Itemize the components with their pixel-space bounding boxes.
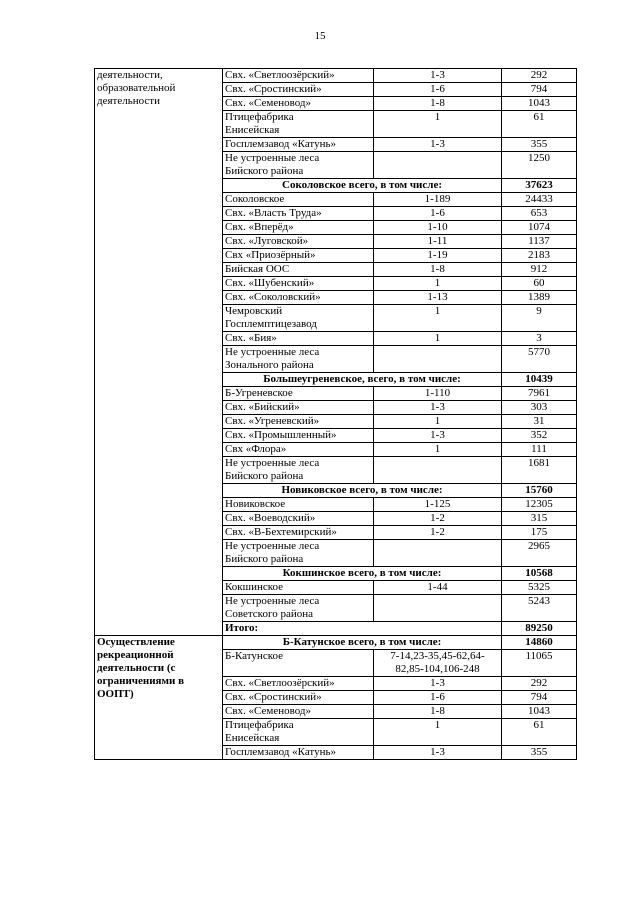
forestry-name: Свх. «В-Бехтемирский» — [225, 526, 337, 538]
forestry-name-cell — [223, 457, 374, 484]
subtotal-value: 14860 — [502, 636, 577, 650]
quarters-value: 1-125 — [424, 498, 451, 510]
quarters-value: 1 — [434, 277, 441, 289]
area-cell: 61 — [502, 111, 577, 138]
forestry-name: Новиковское — [225, 498, 286, 510]
forestry-name: Не устроенные леса — [225, 346, 320, 358]
subtotal-value: 10439 — [502, 373, 577, 387]
area-cell: 1074 — [502, 221, 577, 235]
area-cell: 9 — [502, 305, 577, 332]
quarters-cell — [374, 235, 502, 249]
area-cell: 5770 — [502, 346, 577, 373]
forestry-name-cell — [223, 540, 374, 567]
quarters-value: 1-2 — [430, 512, 445, 524]
area-cell: 5243 — [502, 595, 577, 622]
forestry-name: Госплемзавод «Катунь» — [225, 138, 336, 150]
forestry-name-cell — [223, 677, 374, 691]
quarters-value: 1-3 — [430, 401, 445, 413]
forestry-name: Свх «Флора» — [225, 443, 287, 455]
quarters-cell — [374, 677, 502, 691]
quarters-cell — [374, 401, 502, 415]
forestry-name: Свх. «Сростинский» — [225, 691, 322, 703]
quarters-value: 1-19 — [427, 249, 448, 261]
forestry-name-cell — [223, 332, 374, 346]
quarters-cell — [374, 512, 502, 526]
area-cell: 794 — [502, 83, 577, 97]
subtotal-value: 37623 — [502, 179, 577, 193]
quarters-value: 1-11 — [427, 235, 448, 247]
area-cell: 1043 — [502, 705, 577, 719]
forestry-name-cell — [223, 705, 374, 719]
forestry-name-cell — [223, 512, 374, 526]
subtotal-label: Новиковское всего, в том числе: — [223, 484, 502, 498]
forestry-name-cell — [223, 111, 374, 138]
forestry-name: Б-Угреневское — [225, 387, 293, 399]
area-cell: 2965 — [502, 540, 577, 567]
forestry-name: Б-Катунское — [225, 650, 284, 662]
area-cell: 60 — [502, 277, 577, 291]
quarters-cell — [374, 540, 502, 567]
forestry-name-cell — [223, 401, 374, 415]
area-cell: 355 — [502, 138, 577, 152]
quarters-cell — [374, 277, 502, 291]
quarters-cell — [374, 97, 502, 111]
area-cell: 292 — [502, 677, 577, 691]
area-cell: 3 — [502, 332, 577, 346]
forestry-name: Кокшинское — [225, 581, 284, 593]
quarters-value: 1-6 — [430, 691, 445, 703]
quarters-cell — [374, 595, 502, 622]
forestry-name-cell — [223, 719, 374, 746]
quarters-value: 1 — [434, 719, 441, 731]
forestry-name-cell — [223, 305, 374, 332]
forest-areas-table — [94, 68, 577, 760]
purpose-cell — [95, 636, 223, 760]
quarters-cell — [374, 457, 502, 484]
quarters-cell — [374, 705, 502, 719]
forestry-name: Свх. «Сростинский» — [225, 83, 322, 95]
grand-total-value: 89250 — [502, 622, 577, 636]
forestry-name-cell — [223, 443, 374, 457]
forestry-name: Бийского района — [225, 165, 304, 177]
quarters-value: 1 — [434, 443, 441, 455]
forestry-name: Не устроенные леса — [225, 152, 320, 164]
purpose-line: Осуществление — [97, 636, 175, 648]
forestry-name: Енисейская — [225, 732, 280, 744]
table-row — [95, 69, 577, 83]
quarters-value: 1-6 — [430, 207, 445, 219]
purpose-line: ограничениями в — [97, 675, 185, 687]
area-cell: 175 — [502, 526, 577, 540]
quarters-value: 1-8 — [430, 97, 445, 109]
quarters-value: 1-13 — [427, 291, 448, 303]
forestry-name-cell — [223, 235, 374, 249]
forestry-name: Свх. «Светлоозёрский» — [225, 677, 335, 689]
forestry-name-cell — [223, 277, 374, 291]
forestry-name-cell — [223, 415, 374, 429]
forestry-name-cell — [223, 263, 374, 277]
quarters-cell — [374, 291, 502, 305]
forestry-name: Бийская ООС — [225, 263, 290, 275]
quarters-cell — [374, 83, 502, 97]
forestry-name: Советского района — [225, 608, 313, 620]
subtotal-label: Соколовское всего, в том числе: — [223, 179, 502, 193]
area-cell: 7961 — [502, 387, 577, 401]
quarters-cell — [374, 346, 502, 373]
forestry-name: Не устроенные леса — [225, 595, 320, 607]
area-cell: 11065 — [502, 650, 577, 677]
forestry-name: Госплемзавод «Катунь» — [225, 746, 336, 758]
forestry-name-cell — [223, 83, 374, 97]
forestry-name-cell — [223, 650, 374, 677]
quarters-value: 1-189 — [424, 193, 451, 205]
area-cell: 794 — [502, 691, 577, 705]
purpose-line: деятельности, — [97, 69, 163, 81]
forestry-name-cell — [223, 207, 374, 221]
purpose-line: образовательной — [97, 82, 176, 94]
quarters-cell — [374, 305, 502, 332]
quarters-cell — [374, 138, 502, 152]
quarters-cell — [374, 415, 502, 429]
quarters-value: 1-44 — [427, 581, 448, 593]
area-cell: 292 — [502, 69, 577, 83]
forestry-name-cell — [223, 346, 374, 373]
forestry-name: Госплемптицезавод — [225, 318, 317, 330]
quarters-cell — [374, 332, 502, 346]
forestry-name-cell — [223, 595, 374, 622]
area-cell: 315 — [502, 512, 577, 526]
forestry-name-cell — [223, 746, 374, 760]
forestry-name: Соколовское — [225, 193, 285, 205]
area-cell: 352 — [502, 429, 577, 443]
quarters-value: 1-8 — [430, 263, 445, 275]
area-cell: 111 — [502, 443, 577, 457]
quarters-value: 7-14,23-35,45-62,64- — [390, 650, 485, 662]
quarters-value: 1 — [434, 111, 441, 123]
forestry-name: Енисейская — [225, 124, 280, 136]
forestry-name-cell — [223, 97, 374, 111]
quarters-cell — [374, 263, 502, 277]
forestry-name: Свх. «Бия» — [225, 332, 277, 344]
area-cell: 31 — [502, 415, 577, 429]
forestry-name: Зонального района — [225, 359, 314, 371]
forestry-name: Бийского района — [225, 470, 304, 482]
subtotal-row — [95, 636, 577, 650]
area-cell: 355 — [502, 746, 577, 760]
area-cell: 61 — [502, 719, 577, 746]
forestry-name: Свх. «Соколовский» — [225, 291, 321, 303]
area-cell: 1681 — [502, 457, 577, 484]
quarters-cell — [374, 498, 502, 512]
forestry-name: Чемровский — [225, 305, 283, 317]
forestry-name: Свх. «Воеводский» — [225, 512, 316, 524]
quarters-cell — [374, 207, 502, 221]
forestry-name-cell — [223, 138, 374, 152]
forestry-name: Свх. «Семеновод» — [225, 705, 312, 717]
forestry-name: Свх. «Луговской» — [225, 235, 309, 247]
purpose-line: рекреационной — [97, 649, 174, 661]
subtotal-label: Б-Катунское всего, в том числе: — [223, 636, 502, 650]
forestry-name-cell — [223, 152, 374, 179]
forestry-name: Птицефабрика — [225, 719, 294, 731]
quarters-cell — [374, 719, 502, 746]
quarters-cell — [374, 387, 502, 401]
quarters-cell — [374, 443, 502, 457]
area-cell: 912 — [502, 263, 577, 277]
area-cell: 1137 — [502, 235, 577, 249]
forestry-name-cell — [223, 691, 374, 705]
area-cell: 303 — [502, 401, 577, 415]
area-cell: 24433 — [502, 193, 577, 207]
quarters-value: 1-3 — [430, 746, 445, 758]
forestry-name: Не устроенные леса — [225, 457, 320, 469]
quarters-value: 1-3 — [430, 677, 445, 689]
purpose-line: деятельности (с — [97, 662, 176, 674]
area-cell: 1250 — [502, 152, 577, 179]
forestry-name-cell — [223, 387, 374, 401]
quarters-value: 82,85-104,106-248 — [395, 663, 480, 675]
purpose-cell — [95, 69, 223, 636]
quarters-value: 1-10 — [427, 221, 448, 233]
area-cell: 1043 — [502, 97, 577, 111]
quarters-cell — [374, 111, 502, 138]
forestry-name: Свх. «Угреневский» — [225, 415, 320, 427]
subtotal-value: 15760 — [502, 484, 577, 498]
forestry-name-cell — [223, 429, 374, 443]
subtotal-label: Кокшинское всего, в том числе: — [223, 567, 502, 581]
forestry-name-cell — [223, 498, 374, 512]
forestry-name: Птицефабрика — [225, 111, 294, 123]
subtotal-label: Большеугреневское, всего, в том числе: — [223, 373, 502, 387]
quarters-cell — [374, 746, 502, 760]
area-cell: 2183 — [502, 249, 577, 263]
quarters-value: 1 — [434, 332, 441, 344]
quarters-value: 1-2 — [430, 526, 445, 538]
forestry-name: Свх. «Семеновод» — [225, 97, 312, 109]
grand-total-label: Итого: — [223, 622, 502, 636]
forestry-name-cell — [223, 581, 374, 595]
forestry-name: Бийского района — [225, 553, 304, 565]
quarters-cell — [374, 69, 502, 83]
forestry-name: Свх. «Шубенский» — [225, 277, 315, 289]
quarters-value: 1-6 — [430, 83, 445, 95]
quarters-value: 1 — [434, 305, 441, 317]
forestry-name-cell — [223, 221, 374, 235]
area-cell: 1389 — [502, 291, 577, 305]
quarters-cell — [374, 221, 502, 235]
quarters-cell — [374, 650, 502, 677]
forestry-name: Свх «Приозёрный» — [225, 249, 316, 261]
forestry-name-cell — [223, 291, 374, 305]
forestry-name-cell — [223, 193, 374, 207]
page-number: 15 — [314, 30, 326, 42]
quarters-value: 1-3 — [430, 138, 445, 150]
forestry-name: Свх. «Бийский» — [225, 401, 300, 413]
quarters-value: 1-3 — [430, 69, 445, 81]
forestry-name: Свх. «Промышленный» — [225, 429, 337, 441]
area-cell: 5325 — [502, 581, 577, 595]
quarters-cell — [374, 152, 502, 179]
quarters-value: 1 — [434, 415, 441, 427]
forestry-name: Не устроенные леса — [225, 540, 320, 552]
quarters-value: 1-8 — [430, 705, 445, 717]
purpose-line: ООПТ) — [97, 688, 134, 700]
forestry-name: Свх. «Светлоозёрский» — [225, 69, 335, 81]
quarters-cell — [374, 691, 502, 705]
quarters-cell — [374, 429, 502, 443]
subtotal-value: 10568 — [502, 567, 577, 581]
forestry-name: Свх. «Вперёд» — [225, 221, 294, 233]
forestry-name-cell — [223, 526, 374, 540]
forestry-name-cell — [223, 69, 374, 83]
quarters-cell — [374, 526, 502, 540]
quarters-value: 1-3 — [430, 429, 445, 441]
area-cell: 12305 — [502, 498, 577, 512]
forestry-name: Свх. «Власть Труда» — [225, 207, 322, 219]
area-cell: 653 — [502, 207, 577, 221]
purpose-line: деятельности — [97, 95, 160, 107]
quarters-cell — [374, 249, 502, 263]
quarters-value: 1-110 — [424, 387, 451, 399]
quarters-cell — [374, 193, 502, 207]
quarters-cell — [374, 581, 502, 595]
forestry-name-cell — [223, 249, 374, 263]
